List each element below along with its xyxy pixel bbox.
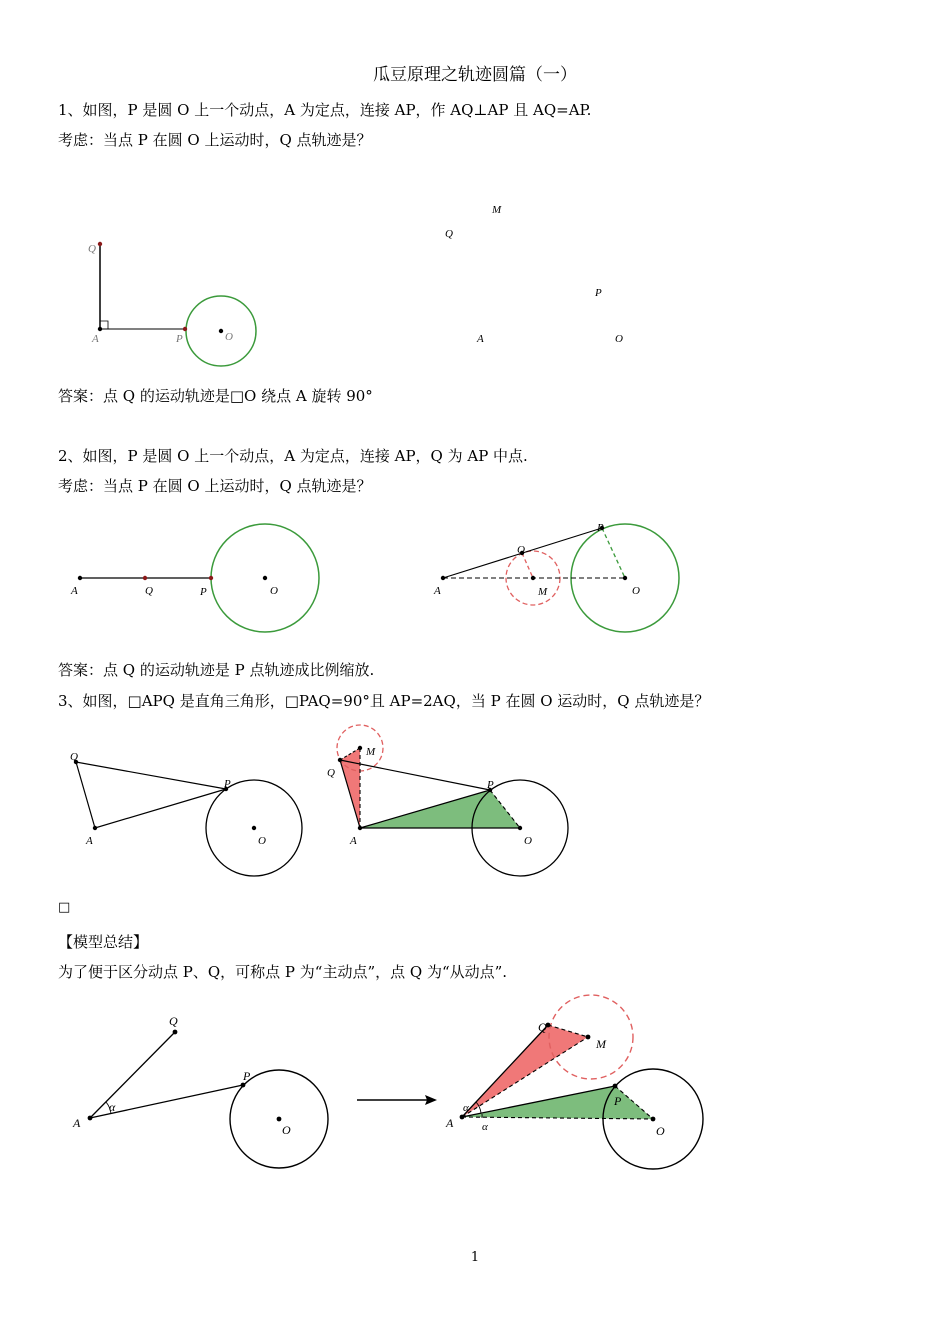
summary-left-label-alpha: α xyxy=(109,1100,116,1114)
q1-figure-right xyxy=(440,195,640,355)
summary-figure-left xyxy=(60,1005,350,1185)
q3-figure-right xyxy=(320,720,580,880)
q2-right-label-q: Q xyxy=(517,544,525,556)
summary-statement: 为了便于区分动点 P、Q，可称点 P 为“主动点”，点 Q 为“从动点”. xyxy=(58,963,508,981)
placeholder-glyph: □ xyxy=(58,900,71,915)
q2-left-label-a: A xyxy=(71,585,78,597)
summary-right-label-alpha2: α xyxy=(482,1121,488,1133)
q1-right-label-q: Q xyxy=(445,228,453,240)
summary-left-label-q: Q xyxy=(169,1014,178,1028)
q2-figure-right xyxy=(430,515,690,640)
summary-right-label-a: A xyxy=(446,1116,454,1130)
page-number: 1 xyxy=(470,1250,480,1265)
summary-right-label-o: O xyxy=(656,1124,665,1138)
q3-right-label-o: O xyxy=(524,835,532,847)
q3-left-label-p: P xyxy=(224,778,231,790)
summary-right-label-q: Q xyxy=(538,1020,547,1034)
q3-right-label-q: Q xyxy=(327,767,335,779)
summary-left-label-a: A xyxy=(73,1116,81,1130)
page-title: 瓜豆原理之轨迹圆篇（一） xyxy=(373,65,577,85)
q2-right-label-m: M xyxy=(538,586,548,598)
q2-question: 考虑：当点 P 在圆 O 上运动时，Q 点轨迹是？ xyxy=(58,477,372,495)
summary-arrow xyxy=(355,1090,440,1110)
q2-figure-left xyxy=(65,515,330,640)
q2-statement: 2、如图，P 是圆 O 上一个动点，A 为定点，连接 AP，Q 为 AP 中点. xyxy=(58,447,528,465)
summary-figure-right xyxy=(440,990,730,1180)
q1-right-label-p: P xyxy=(595,287,602,299)
q2-left-label-o: O xyxy=(270,585,278,597)
q2-right-label-a: A xyxy=(434,585,441,597)
q1-left-label-o: O xyxy=(225,331,233,343)
q3-right-label-m: M xyxy=(366,746,376,758)
q1-left-label-a: A xyxy=(92,333,99,345)
q3-figure-left xyxy=(60,740,310,880)
q2-right-label-p: P xyxy=(597,522,604,534)
q1-right-label-a: A xyxy=(477,333,484,345)
summary-left-label-p: P xyxy=(243,1069,251,1083)
q2-left-label-q: Q xyxy=(145,585,153,597)
summary-right-label-p: P xyxy=(614,1094,622,1108)
summary-right-label-m: M xyxy=(596,1037,606,1051)
q2-left-label-p: P xyxy=(200,586,207,598)
q1-question: 考虑：当点 P 在圆 O 上运动时，Q 点轨迹是？ xyxy=(58,131,372,149)
q3-right-label-a: A xyxy=(350,835,357,847)
q1-statement: 1、如图，P 是圆 O 上一个动点，A 为定点，连接 AP，作 AQ⊥AP 且 AQ=AP. xyxy=(58,101,592,119)
summary-right-label-alpha1: α xyxy=(463,1102,469,1114)
q1-left-label-p: P xyxy=(176,333,183,345)
summary-left-label-o: O xyxy=(282,1123,291,1137)
q1-answer: 答案：点 Q 的运动轨迹是□O 绕点 A 旋转 90° xyxy=(58,387,373,405)
q2-answer: 答案：点 Q 的运动轨迹是 P 点轨迹成比例缩放. xyxy=(58,661,375,679)
q1-right-label-m: M xyxy=(492,204,502,216)
q3-left-label-o: O xyxy=(258,835,266,847)
q3-left-label-a: A xyxy=(86,835,93,847)
summary-heading: 【模型总结】 xyxy=(58,933,149,951)
q3-left-label-q: Q xyxy=(70,751,78,763)
q1-figure-left xyxy=(80,230,270,375)
q2-right-label-o: O xyxy=(632,585,640,597)
q1-left-label-q: Q xyxy=(88,243,96,255)
q3-statement: 3、如图，□APQ 是直角三角形，□PAQ=90°且 AP=2AQ，当 P 在圆 O 运动时，Q 点轨迹是？ xyxy=(58,692,710,710)
q1-right-label-o: O xyxy=(615,333,623,345)
q3-right-label-p: P xyxy=(487,779,494,791)
